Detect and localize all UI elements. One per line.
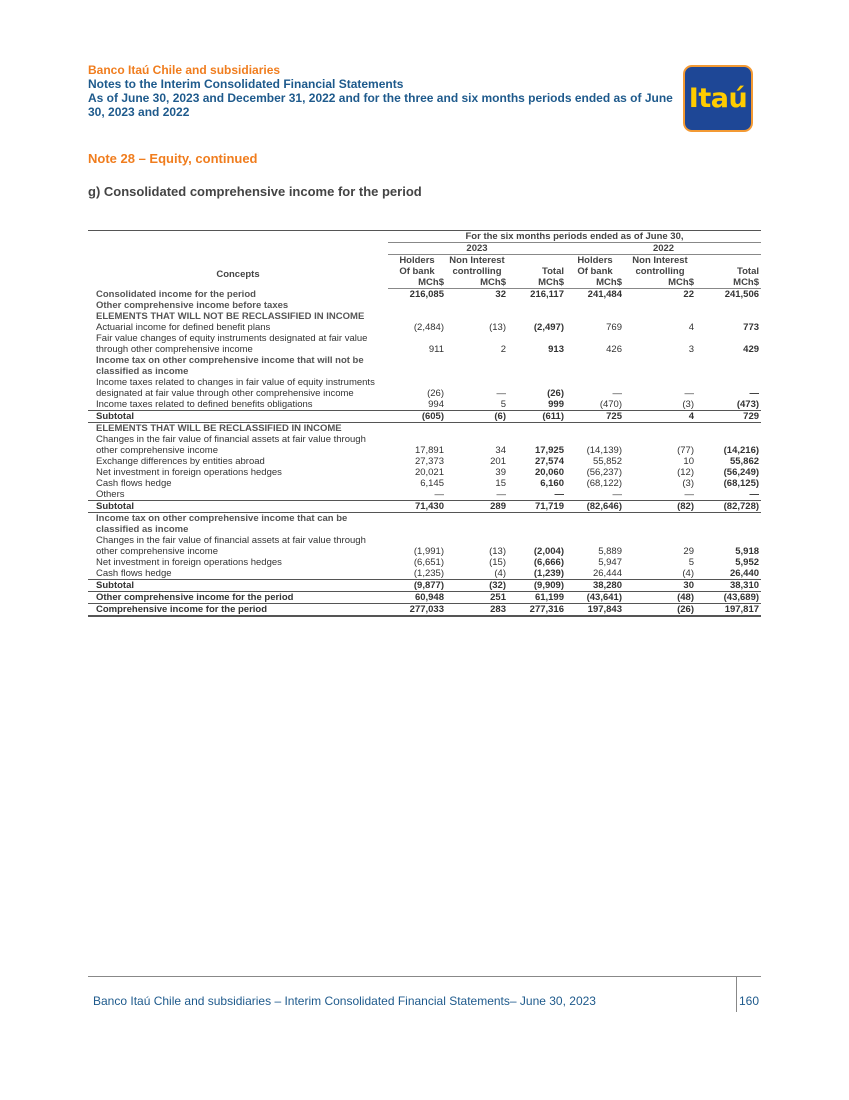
row-concept: Consolidated income for the period [96,289,256,300]
row-value: 6,145 [420,478,444,489]
table-row [88,411,761,423]
row-concept: Income tax on other comprehensive income that will not be classified as income [96,355,364,377]
row-value: 5 [688,557,694,568]
row-value: — [749,388,760,399]
row-value [624,311,696,322]
col-nci-2023: Non Interest controlling [449,255,505,277]
row-value: 241,484 [587,289,622,300]
row-value: 5,947 [598,557,622,568]
row-value: 5,952 [735,557,760,568]
unit-label: MCh$ [446,277,508,289]
row-value [388,355,446,377]
row-concept: Others [96,489,125,500]
row-value: (6,651) [413,557,444,568]
row-concept: Changes in the fair value of financial assets at fair value through other comprehensive income [96,535,366,557]
row-value: — [749,489,760,500]
footer-divider [88,976,761,977]
row-concept: Fair value changes of equity instruments designated at fair value through other comprehensive income [96,333,368,355]
row-value: 27,574 [534,456,564,467]
comprehensive-income-table [88,230,761,617]
row-value: 197,843 [566,604,624,617]
row-value: 60,948 [388,592,446,604]
row-value: 26,444 [592,568,622,579]
header-subtitle: Notes to the Interim Consolidated Financial Statements [88,77,404,91]
row-value [696,311,761,322]
row-value: 5,918 [735,546,760,557]
table-row [88,592,761,604]
row-concept: Comprehensive income for the period [88,604,388,617]
row-concept: ELEMENTS THAT WILL BE RECLASSIFIED IN INCOME [96,423,342,434]
table-row [88,489,761,501]
row-value: (56,249) [723,467,760,478]
row-concept: Other comprehensive income before taxes [96,300,289,311]
table-row [88,311,761,322]
row-value: 17,925 [534,445,564,456]
row-value: 5,889 [598,546,622,557]
table-row [88,377,761,399]
row-value: 32 [495,289,506,300]
row-value: 999 [548,399,564,410]
row-value: 277,033 [388,604,446,617]
row-value: 241,506 [724,289,760,300]
row-value: (68,125) [723,478,760,489]
row-value [508,311,566,322]
table-row [88,322,761,333]
row-value: 216,085 [409,289,444,300]
table-row [88,568,761,580]
row-value [624,300,696,311]
row-value: (4) [494,568,506,579]
row-value [624,513,696,536]
row-value: (605) [388,411,446,423]
itau-logo [683,65,753,132]
table-row [88,289,761,301]
row-value: (2,004) [533,546,564,557]
row-value: (48) [624,592,696,604]
row-value: 6,160 [540,478,564,489]
row-value [446,311,508,322]
company-name: Banco Itaú Chile and subsidiaries [88,63,281,77]
table-row [88,456,761,467]
row-concept: Cash flows hedge [96,568,172,579]
row-value: (43,689) [696,592,761,604]
row-concept: ELEMENTS THAT WILL NOT BE RECLASSIFIED IN INCOME [96,311,365,322]
table-row [88,501,761,513]
row-value: 38,310 [696,580,761,592]
table-row [88,467,761,478]
table-body [88,289,761,617]
row-value: 426 [606,344,622,355]
row-value: (77) [677,445,694,456]
table-row [88,423,761,435]
row-concept: Subtotal [88,501,388,513]
row-value [508,300,566,311]
row-value: 71,719 [508,501,566,513]
row-value: (12) [677,467,694,478]
row-value [566,300,624,311]
col-holders-2022: Holders Of bank [577,255,613,277]
row-value: 216,117 [530,289,564,300]
row-value: (14,216) [723,445,760,456]
section-title: g) Consolidated comprehensive income for the period [88,184,422,199]
row-value: 15 [495,478,506,489]
row-value: (82,728) [696,501,761,513]
row-value: (13) [489,546,506,557]
row-value: 4 [688,322,694,333]
header-period: As of June 30, 2023 and December 31, 2022 and for the three and six months periods ended as of June 30, 2023 and 2022 [88,91,673,119]
row-value: 277,316 [508,604,566,617]
row-value: (9,877) [388,580,446,592]
table-row [88,557,761,568]
table-row [88,434,761,456]
row-value: 30 [624,580,696,592]
row-value: 913 [548,344,564,355]
row-value: 22 [683,289,694,300]
row-value [566,355,624,377]
row-value: 2 [500,344,506,355]
col-total-2023: Total [542,266,564,277]
row-value: 725 [566,411,624,423]
row-concept: Other comprehensive income for the period [88,592,388,604]
row-value: 55,852 [592,456,622,467]
footer-text: Banco Itaú Chile and subsidiaries – Interim Consolidated Financial Statements– June 30, 2023 [93,994,596,1008]
row-value [624,355,696,377]
row-value: — [496,489,506,500]
row-value: 38,280 [566,580,624,592]
row-value: (82,646) [566,501,624,513]
footer-page-separator [736,976,737,1012]
row-concept: Exchange differences by entities abroad [96,456,265,467]
row-value: 20,021 [414,467,444,478]
table-row [88,333,761,355]
row-concept: Net investment in foreign operations hedges [96,557,282,568]
page-number: 160 [739,994,760,1008]
table-row [88,535,761,557]
row-value: — [496,388,506,399]
note-title: Note 28 – Equity, continued [88,151,258,166]
row-value: 911 [428,344,444,355]
row-value [566,513,624,536]
row-concept: Income taxes related to defined benefits obligations [96,399,313,410]
row-value: 197,817 [696,604,761,617]
row-value [388,311,446,322]
row-value: (68,122) [586,478,622,489]
col-holders-2023: Holders Of bank [399,255,435,277]
row-value: — [684,489,694,500]
row-value: (14,139) [586,445,622,456]
row-value: 61,199 [508,592,566,604]
table-row [88,604,761,617]
row-value: (6,666) [533,557,564,568]
row-value: — [684,388,694,399]
col-nci-2022: Non Interest controlling [632,255,688,277]
row-value [446,300,508,311]
row-value: 5 [500,399,506,410]
unit-label: MCh$ [624,277,696,289]
row-value: 29 [683,546,694,557]
row-value: — [612,388,622,399]
row-value [696,300,761,311]
row-value: 26,440 [729,568,760,579]
row-value: (13) [489,322,506,333]
table-row [88,513,761,536]
row-value: (26) [624,604,696,617]
row-value: (1,991) [413,546,444,557]
row-concept: Changes in the fair value of financial assets at fair value through other comprehensive income [96,434,366,456]
row-value: 20,060 [534,467,564,478]
row-value: (26) [547,388,564,399]
table-row [88,580,761,592]
unit-label: MCh$ [388,277,446,289]
row-value: 429 [743,344,760,355]
row-value: 729 [696,411,761,423]
unit-label: MCh$ [508,277,566,289]
table-row [88,478,761,489]
row-value [446,355,508,377]
row-value: 251 [446,592,508,604]
row-value: (4) [682,568,694,579]
col-total-2022: Total [737,266,760,277]
row-value [388,300,446,311]
document-header [88,63,678,119]
row-value: 34 [495,445,506,456]
concepts-header: Concepts [216,269,260,280]
row-value: (1,239) [533,568,564,579]
row-concept: Subtotal [88,580,388,592]
row-concept: Subtotal [88,411,388,423]
row-value: (1,235) [413,568,444,579]
row-value [624,423,696,435]
row-concept: Income taxes related to changes in fair value of equity instruments designated at fair value through other comprehensive income [96,377,375,399]
row-value [566,423,624,435]
row-value: (3) [682,478,694,489]
row-value [388,423,446,435]
row-value: 39 [495,467,506,478]
row-value [388,513,446,536]
row-concept: Actuarial income for defined benefit plans [96,322,271,333]
row-value: (43,641) [566,592,624,604]
row-value: — [554,489,564,500]
row-value [566,311,624,322]
row-value: 201 [490,456,506,467]
row-value: (470) [599,399,622,410]
row-value: (2,497) [533,322,564,333]
row-value: 17,891 [414,445,444,456]
row-value [446,423,508,435]
year-2023-header: 2023 [388,243,566,255]
unit-label: MCh$ [696,277,761,289]
row-value: (3) [682,399,694,410]
row-value: (6) [446,411,508,423]
row-value: — [612,489,622,500]
row-value: (56,237) [586,467,622,478]
unit-label: MCh$ [566,277,624,289]
row-value: 10 [683,456,694,467]
row-value: 4 [624,411,696,423]
table-row [88,355,761,377]
row-value: — [434,489,444,500]
row-value: (15) [489,557,506,568]
year-2022-header: 2022 [566,243,761,255]
table-row [88,300,761,311]
row-value [508,513,566,536]
row-value: 773 [743,322,760,333]
row-value [696,355,761,377]
row-concept: Cash flows hedge [96,478,172,489]
row-value: (32) [446,580,508,592]
period-header: For the six months periods ended as of June 30, [388,231,761,243]
row-value: 283 [446,604,508,617]
row-value: (473) [736,399,760,410]
row-value: 71,430 [388,501,446,513]
row-value: 27,373 [414,456,444,467]
row-value [446,513,508,536]
row-value: (2,484) [413,322,444,333]
table-row [88,399,761,411]
logo-text: Itaú [688,83,748,114]
row-value: 769 [606,322,622,333]
row-value: (82) [624,501,696,513]
row-value: 994 [428,399,444,410]
row-value: 3 [688,344,694,355]
row-value [508,423,566,435]
row-concept: Net investment in foreign operations hedges [96,467,282,478]
row-value: (9,909) [508,580,566,592]
row-value: (611) [508,411,566,423]
row-concept: Income tax on other comprehensive income that can be classified as income [96,513,348,535]
row-value [508,355,566,377]
row-value: 289 [446,501,508,513]
row-value [696,513,761,536]
row-value: (26) [427,388,444,399]
row-value [696,423,761,435]
row-value: 55,862 [729,456,760,467]
